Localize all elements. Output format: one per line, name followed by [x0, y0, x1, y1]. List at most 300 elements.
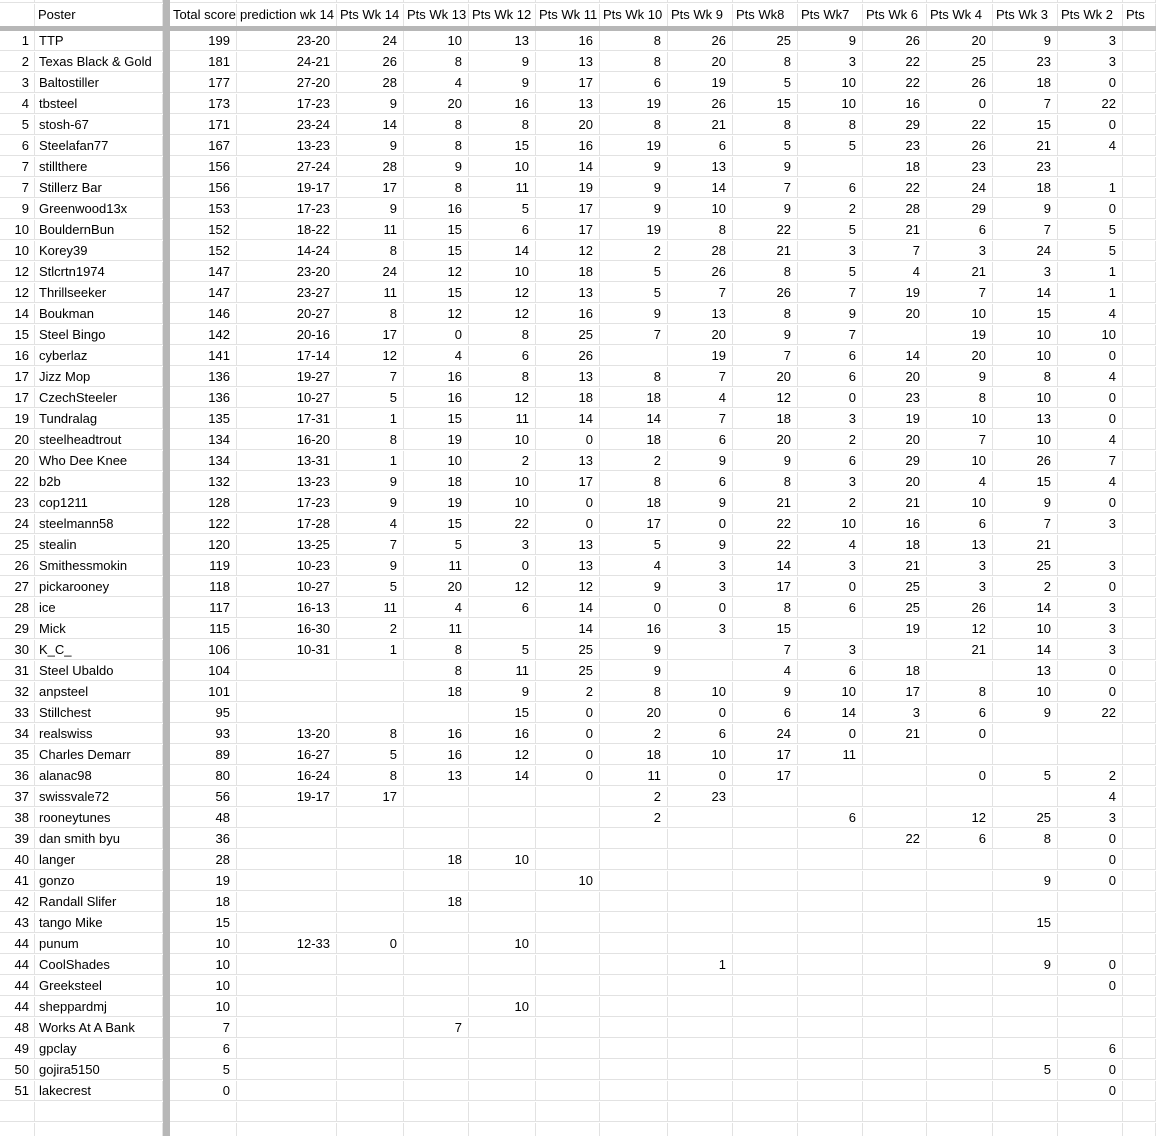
grid-cell[interactable]: 10-27: [237, 577, 337, 597]
grid-cell[interactable]: 5: [469, 199, 536, 219]
grid-cell[interactable]: 26: [536, 346, 600, 366]
row-number-cell[interactable]: 9: [0, 199, 35, 219]
grid-cell[interactable]: [863, 1123, 927, 1136]
grid-cell[interactable]: 8: [404, 52, 469, 72]
grid-cell[interactable]: 13: [536, 94, 600, 114]
grid-cell[interactable]: 16-20: [237, 430, 337, 450]
grid-cell[interactable]: 9: [993, 493, 1058, 513]
grid-cell[interactable]: 4: [1058, 136, 1123, 156]
grid-cell[interactable]: [337, 1102, 404, 1122]
grid-cell[interactable]: 135: [170, 409, 237, 429]
grid-cell[interactable]: [668, 808, 733, 828]
grid-cell[interactable]: [337, 997, 404, 1017]
grid-cell[interactable]: 14: [536, 157, 600, 177]
grid-cell[interactable]: 10: [668, 199, 733, 219]
grid-cell[interactable]: 16: [863, 514, 927, 534]
grid-cell[interactable]: [237, 1060, 337, 1080]
grid-cell[interactable]: [469, 787, 536, 807]
grid-cell[interactable]: [733, 871, 798, 891]
grid-cell[interactable]: 8: [993, 829, 1058, 849]
grid-cell[interactable]: 19: [404, 493, 469, 513]
grid-cell[interactable]: 17: [733, 766, 798, 786]
grid-cell[interactable]: [1123, 787, 1156, 807]
row-number-cell[interactable]: 44: [0, 934, 35, 954]
grid-cell[interactable]: 6: [927, 220, 993, 240]
grid-cell[interactable]: 26: [927, 598, 993, 618]
grid-cell[interactable]: [469, 1018, 536, 1038]
grid-cell[interactable]: [337, 976, 404, 996]
grid-cell[interactable]: 0: [1058, 388, 1123, 408]
grid-cell[interactable]: 9: [733, 199, 798, 219]
grid-cell[interactable]: [1123, 1060, 1156, 1080]
grid-cell[interactable]: [536, 934, 600, 954]
grid-cell[interactable]: 7: [170, 1018, 237, 1038]
grid-cell[interactable]: 13: [536, 451, 600, 471]
grid-cell[interactable]: [170, 1102, 237, 1122]
grid-cell[interactable]: [863, 934, 927, 954]
grid-cell[interactable]: [1123, 1039, 1156, 1059]
poster-cell[interactable]: tbsteel: [35, 94, 163, 114]
grid-cell[interactable]: [536, 1102, 600, 1122]
grid-cell[interactable]: 128: [170, 493, 237, 513]
grid-cell[interactable]: 17: [536, 220, 600, 240]
grid-cell[interactable]: 10: [469, 157, 536, 177]
grid-cell[interactable]: [469, 871, 536, 891]
grid-cell[interactable]: 17-28: [237, 514, 337, 534]
grid-cell[interactable]: [993, 976, 1058, 996]
grid-cell[interactable]: [733, 829, 798, 849]
row-number-cell[interactable]: 35: [0, 745, 35, 765]
grid-cell[interactable]: 5: [1058, 241, 1123, 261]
column-header[interactable]: Pts Wk7: [798, 4, 863, 26]
grid-cell[interactable]: 9: [337, 199, 404, 219]
grid-cell[interactable]: [798, 619, 863, 639]
grid-cell[interactable]: 104: [170, 661, 237, 681]
row-number-cell[interactable]: 4: [0, 94, 35, 114]
poster-cell[interactable]: Steel Bingo: [35, 325, 163, 345]
grid-cell[interactable]: [1123, 892, 1156, 912]
grid-cell[interactable]: [1123, 241, 1156, 261]
grid-cell[interactable]: 18: [863, 535, 927, 555]
grid-cell[interactable]: 9: [733, 157, 798, 177]
grid-cell[interactable]: 12: [469, 745, 536, 765]
grid-cell[interactable]: 120: [170, 535, 237, 555]
grid-cell[interactable]: [993, 787, 1058, 807]
grid-cell[interactable]: [863, 1081, 927, 1101]
grid-cell[interactable]: 3: [1058, 52, 1123, 72]
grid-cell[interactable]: 10: [469, 850, 536, 870]
grid-cell[interactable]: [1123, 682, 1156, 702]
grid-cell[interactable]: 17: [536, 472, 600, 492]
grid-cell[interactable]: 19: [600, 220, 668, 240]
grid-cell[interactable]: [863, 976, 927, 996]
grid-cell[interactable]: 118: [170, 577, 237, 597]
grid-cell[interactable]: 13: [469, 31, 536, 51]
grid-cell[interactable]: 14: [600, 409, 668, 429]
grid-cell[interactable]: [1123, 136, 1156, 156]
grid-cell[interactable]: [1058, 1102, 1123, 1122]
grid-cell[interactable]: 16: [404, 745, 469, 765]
grid-cell[interactable]: [1123, 556, 1156, 576]
grid-cell[interactable]: [1123, 430, 1156, 450]
poster-cell[interactable]: Tundralag: [35, 409, 163, 429]
row-number-cell[interactable]: 23: [0, 493, 35, 513]
grid-cell[interactable]: 93: [170, 724, 237, 744]
grid-cell[interactable]: 10: [798, 94, 863, 114]
grid-cell[interactable]: [863, 0, 927, 3]
grid-cell[interactable]: 8: [404, 640, 469, 660]
grid-cell[interactable]: [1123, 220, 1156, 240]
grid-cell[interactable]: 0: [668, 514, 733, 534]
grid-cell[interactable]: 3: [469, 535, 536, 555]
poster-cell[interactable]: ice: [35, 598, 163, 618]
grid-cell[interactable]: [1123, 997, 1156, 1017]
grid-cell[interactable]: 8: [600, 367, 668, 387]
grid-cell[interactable]: 156: [170, 178, 237, 198]
grid-cell[interactable]: [1123, 1018, 1156, 1038]
grid-cell[interactable]: 14: [993, 598, 1058, 618]
row-number-cell[interactable]: 10: [0, 241, 35, 261]
grid-cell[interactable]: [993, 724, 1058, 744]
grid-cell[interactable]: 13: [536, 52, 600, 72]
grid-cell[interactable]: 117: [170, 598, 237, 618]
grid-cell[interactable]: [237, 976, 337, 996]
grid-cell[interactable]: 156: [170, 157, 237, 177]
column-header[interactable]: Pts Wk 6: [863, 4, 927, 26]
grid-cell[interactable]: [404, 997, 469, 1017]
grid-cell[interactable]: 21: [993, 535, 1058, 555]
grid-cell[interactable]: 25: [536, 325, 600, 345]
row-number-cell[interactable]: 42: [0, 892, 35, 912]
grid-cell[interactable]: [600, 871, 668, 891]
grid-cell[interactable]: 21: [668, 115, 733, 135]
row-number-cell[interactable]: 29: [0, 619, 35, 639]
grid-cell[interactable]: [927, 1039, 993, 1059]
grid-cell[interactable]: [337, 808, 404, 828]
grid-cell[interactable]: 6: [1058, 1039, 1123, 1059]
grid-cell[interactable]: [536, 829, 600, 849]
grid-cell[interactable]: [927, 871, 993, 891]
grid-cell[interactable]: 0: [1058, 682, 1123, 702]
grid-cell[interactable]: [798, 913, 863, 933]
grid-cell[interactable]: [733, 1123, 798, 1136]
grid-cell[interactable]: 8: [337, 241, 404, 261]
grid-cell[interactable]: [404, 1123, 469, 1136]
grid-cell[interactable]: 181: [170, 52, 237, 72]
grid-cell[interactable]: 15: [404, 283, 469, 303]
grid-cell[interactable]: 14: [668, 178, 733, 198]
grid-cell[interactable]: [733, 808, 798, 828]
grid-cell[interactable]: 9: [337, 136, 404, 156]
grid-cell[interactable]: [993, 997, 1058, 1017]
grid-cell[interactable]: 20: [600, 703, 668, 723]
grid-cell[interactable]: [668, 1060, 733, 1080]
grid-cell[interactable]: [668, 997, 733, 1017]
grid-cell[interactable]: [1123, 262, 1156, 282]
grid-cell[interactable]: 21: [993, 136, 1058, 156]
grid-cell[interactable]: [927, 850, 993, 870]
row-number-cell[interactable]: 49: [0, 1039, 35, 1059]
grid-cell[interactable]: [404, 703, 469, 723]
grid-cell[interactable]: 3: [798, 640, 863, 660]
grid-cell[interactable]: 19: [170, 871, 237, 891]
grid-cell[interactable]: [733, 0, 798, 3]
grid-cell[interactable]: [1123, 0, 1156, 3]
grid-cell[interactable]: 24: [993, 241, 1058, 261]
grid-cell[interactable]: [798, 997, 863, 1017]
grid-cell[interactable]: 16-27: [237, 745, 337, 765]
grid-cell[interactable]: 20: [536, 115, 600, 135]
column-header[interactable]: prediction wk 14: [237, 4, 337, 26]
poster-cell[interactable]: [35, 1102, 163, 1122]
grid-cell[interactable]: [237, 808, 337, 828]
grid-cell[interactable]: 10: [469, 472, 536, 492]
grid-cell[interactable]: 7: [798, 283, 863, 303]
grid-cell[interactable]: 22: [1058, 703, 1123, 723]
grid-cell[interactable]: [536, 892, 600, 912]
grid-cell[interactable]: [668, 829, 733, 849]
grid-cell[interactable]: [536, 850, 600, 870]
grid-cell[interactable]: [469, 1081, 536, 1101]
grid-cell[interactable]: 22: [863, 829, 927, 849]
row-number-cell[interactable]: 16: [0, 346, 35, 366]
grid-cell[interactable]: [927, 913, 993, 933]
grid-cell[interactable]: [237, 1081, 337, 1101]
grid-cell[interactable]: 8: [733, 115, 798, 135]
grid-cell[interactable]: 0: [536, 430, 600, 450]
grid-cell[interactable]: [798, 0, 863, 3]
grid-cell[interactable]: 3: [1058, 31, 1123, 51]
grid-cell[interactable]: 0: [1058, 493, 1123, 513]
grid-cell[interactable]: 10: [927, 409, 993, 429]
grid-cell[interactable]: 2: [536, 682, 600, 702]
grid-cell[interactable]: 17: [337, 787, 404, 807]
grid-cell[interactable]: 26: [668, 31, 733, 51]
grid-cell[interactable]: 9: [337, 556, 404, 576]
grid-cell[interactable]: [600, 0, 668, 3]
grid-cell[interactable]: [600, 1060, 668, 1080]
grid-cell[interactable]: 9: [337, 493, 404, 513]
grid-cell[interactable]: 9: [993, 955, 1058, 975]
grid-cell[interactable]: 6: [668, 136, 733, 156]
grid-cell[interactable]: 16: [536, 31, 600, 51]
grid-cell[interactable]: 10: [404, 31, 469, 51]
grid-cell[interactable]: 11: [798, 745, 863, 765]
grid-cell[interactable]: [536, 1060, 600, 1080]
grid-cell[interactable]: [337, 1039, 404, 1059]
grid-cell[interactable]: 10: [993, 388, 1058, 408]
grid-cell[interactable]: [237, 829, 337, 849]
grid-cell[interactable]: 0: [536, 703, 600, 723]
grid-cell[interactable]: 1: [1058, 178, 1123, 198]
grid-cell[interactable]: [927, 1060, 993, 1080]
grid-cell[interactable]: 5: [1058, 220, 1123, 240]
grid-cell[interactable]: [798, 871, 863, 891]
poster-cell[interactable]: stillthere: [35, 157, 163, 177]
grid-cell[interactable]: [927, 976, 993, 996]
grid-cell[interactable]: 177: [170, 73, 237, 93]
grid-cell[interactable]: 8: [600, 682, 668, 702]
grid-cell[interactable]: 3: [798, 472, 863, 492]
grid-cell[interactable]: [993, 1081, 1058, 1101]
poster-cell[interactable]: dan smith byu: [35, 829, 163, 849]
grid-cell[interactable]: 3: [1058, 619, 1123, 639]
grid-cell[interactable]: 16: [404, 724, 469, 744]
grid-cell[interactable]: 18: [404, 850, 469, 870]
grid-cell[interactable]: [536, 913, 600, 933]
grid-cell[interactable]: 5: [600, 535, 668, 555]
grid-cell[interactable]: 14: [863, 346, 927, 366]
row-number-cell[interactable]: 17: [0, 367, 35, 387]
grid-cell[interactable]: 10: [469, 430, 536, 450]
poster-cell[interactable]: TTP: [35, 31, 163, 51]
grid-cell[interactable]: 134: [170, 451, 237, 471]
grid-cell[interactable]: 16: [404, 199, 469, 219]
grid-cell[interactable]: [927, 1102, 993, 1122]
grid-cell[interactable]: 25: [863, 598, 927, 618]
grid-cell[interactable]: 152: [170, 241, 237, 261]
grid-cell[interactable]: [927, 1123, 993, 1136]
grid-cell[interactable]: 7: [337, 367, 404, 387]
grid-cell[interactable]: 2: [993, 577, 1058, 597]
grid-cell[interactable]: [469, 892, 536, 912]
grid-cell[interactable]: [237, 682, 337, 702]
grid-cell[interactable]: 21: [733, 241, 798, 261]
grid-cell[interactable]: 4: [863, 262, 927, 282]
grid-cell[interactable]: 3: [927, 241, 993, 261]
grid-cell[interactable]: 1: [1058, 262, 1123, 282]
grid-cell[interactable]: [536, 1123, 600, 1136]
grid-cell[interactable]: [600, 913, 668, 933]
grid-cell[interactable]: 0: [1058, 1081, 1123, 1101]
grid-cell[interactable]: 153: [170, 199, 237, 219]
grid-cell[interactable]: 10: [469, 997, 536, 1017]
grid-cell[interactable]: 14: [469, 241, 536, 261]
grid-cell[interactable]: 17: [536, 73, 600, 93]
grid-cell[interactable]: 4: [1058, 304, 1123, 324]
grid-cell[interactable]: [668, 1018, 733, 1038]
grid-cell[interactable]: 10: [798, 682, 863, 702]
grid-cell[interactable]: 28: [863, 199, 927, 219]
grid-cell[interactable]: 17-23: [237, 94, 337, 114]
grid-cell[interactable]: 13-31: [237, 451, 337, 471]
row-number-cell[interactable]: 27: [0, 577, 35, 597]
grid-cell[interactable]: 6: [798, 808, 863, 828]
grid-cell[interactable]: 0: [1058, 346, 1123, 366]
grid-cell[interactable]: 9: [733, 682, 798, 702]
grid-cell[interactable]: [600, 346, 668, 366]
grid-cell[interactable]: [536, 997, 600, 1017]
grid-cell[interactable]: [237, 871, 337, 891]
grid-cell[interactable]: [927, 892, 993, 912]
grid-cell[interactable]: 4: [1058, 787, 1123, 807]
poster-cell[interactable]: tango Mike: [35, 913, 163, 933]
grid-cell[interactable]: [337, 0, 404, 3]
grid-cell[interactable]: 0: [1058, 661, 1123, 681]
grid-cell[interactable]: 18: [170, 892, 237, 912]
grid-cell[interactable]: 13: [536, 283, 600, 303]
grid-cell[interactable]: 95: [170, 703, 237, 723]
grid-cell[interactable]: 142: [170, 325, 237, 345]
grid-cell[interactable]: [600, 1102, 668, 1122]
grid-cell[interactable]: [237, 850, 337, 870]
grid-cell[interactable]: 89: [170, 745, 237, 765]
grid-cell[interactable]: 0: [1058, 955, 1123, 975]
grid-cell[interactable]: 5: [798, 136, 863, 156]
row-number-cell[interactable]: 7: [0, 178, 35, 198]
grid-cell[interactable]: [469, 913, 536, 933]
column-header[interactable]: Pts Wk 4: [927, 4, 993, 26]
grid-cell[interactable]: 48: [170, 808, 237, 828]
grid-cell[interactable]: 24: [733, 724, 798, 744]
row-number-cell[interactable]: 40: [0, 850, 35, 870]
grid-cell[interactable]: [404, 1102, 469, 1122]
grid-cell[interactable]: 0: [1058, 199, 1123, 219]
grid-cell[interactable]: [600, 976, 668, 996]
poster-cell[interactable]: gpclay: [35, 1039, 163, 1059]
grid-cell[interactable]: 4: [1058, 430, 1123, 450]
grid-cell[interactable]: 18: [600, 745, 668, 765]
grid-cell[interactable]: [668, 1102, 733, 1122]
grid-cell[interactable]: [993, 850, 1058, 870]
grid-cell[interactable]: 7: [733, 346, 798, 366]
grid-cell[interactable]: 1: [337, 409, 404, 429]
grid-cell[interactable]: 7: [927, 283, 993, 303]
grid-cell[interactable]: 26: [733, 283, 798, 303]
grid-cell[interactable]: [927, 0, 993, 3]
grid-cell[interactable]: 20: [863, 304, 927, 324]
grid-cell[interactable]: 3: [1058, 598, 1123, 618]
row-number-cell[interactable]: 38: [0, 808, 35, 828]
grid-cell[interactable]: 26: [863, 31, 927, 51]
grid-cell[interactable]: 167: [170, 136, 237, 156]
grid-cell[interactable]: 10: [170, 997, 237, 1017]
row-number-cell[interactable]: 33: [0, 703, 35, 723]
grid-cell[interactable]: [993, 745, 1058, 765]
grid-cell[interactable]: 7: [927, 430, 993, 450]
column-header[interactable]: Pts Wk 14: [337, 4, 404, 26]
grid-cell[interactable]: [668, 871, 733, 891]
grid-cell[interactable]: 19-17: [237, 787, 337, 807]
grid-cell[interactable]: 10: [927, 451, 993, 471]
grid-cell[interactable]: [1123, 934, 1156, 954]
grid-cell[interactable]: 3: [863, 703, 927, 723]
poster-cell[interactable]: K_C_: [35, 640, 163, 660]
grid-cell[interactable]: 7: [798, 325, 863, 345]
grid-cell[interactable]: [798, 955, 863, 975]
row-number-cell[interactable]: 32: [0, 682, 35, 702]
grid-cell[interactable]: [1058, 913, 1123, 933]
grid-cell[interactable]: 8: [337, 430, 404, 450]
grid-cell[interactable]: 2: [798, 493, 863, 513]
grid-cell[interactable]: 25: [927, 52, 993, 72]
grid-cell[interactable]: [1123, 493, 1156, 513]
grid-cell[interactable]: [1123, 52, 1156, 72]
grid-cell[interactable]: 1: [1058, 283, 1123, 303]
grid-cell[interactable]: [600, 850, 668, 870]
grid-cell[interactable]: 20-27: [237, 304, 337, 324]
grid-cell[interactable]: 21: [863, 220, 927, 240]
grid-cell[interactable]: [733, 955, 798, 975]
grid-cell[interactable]: 6: [600, 73, 668, 93]
grid-cell[interactable]: 115: [170, 619, 237, 639]
grid-cell[interactable]: 8: [927, 682, 993, 702]
grid-cell[interactable]: [1058, 724, 1123, 744]
grid-cell[interactable]: 15: [733, 619, 798, 639]
grid-cell[interactable]: [927, 997, 993, 1017]
grid-cell[interactable]: 7: [993, 514, 1058, 534]
grid-cell[interactable]: 22: [927, 115, 993, 135]
